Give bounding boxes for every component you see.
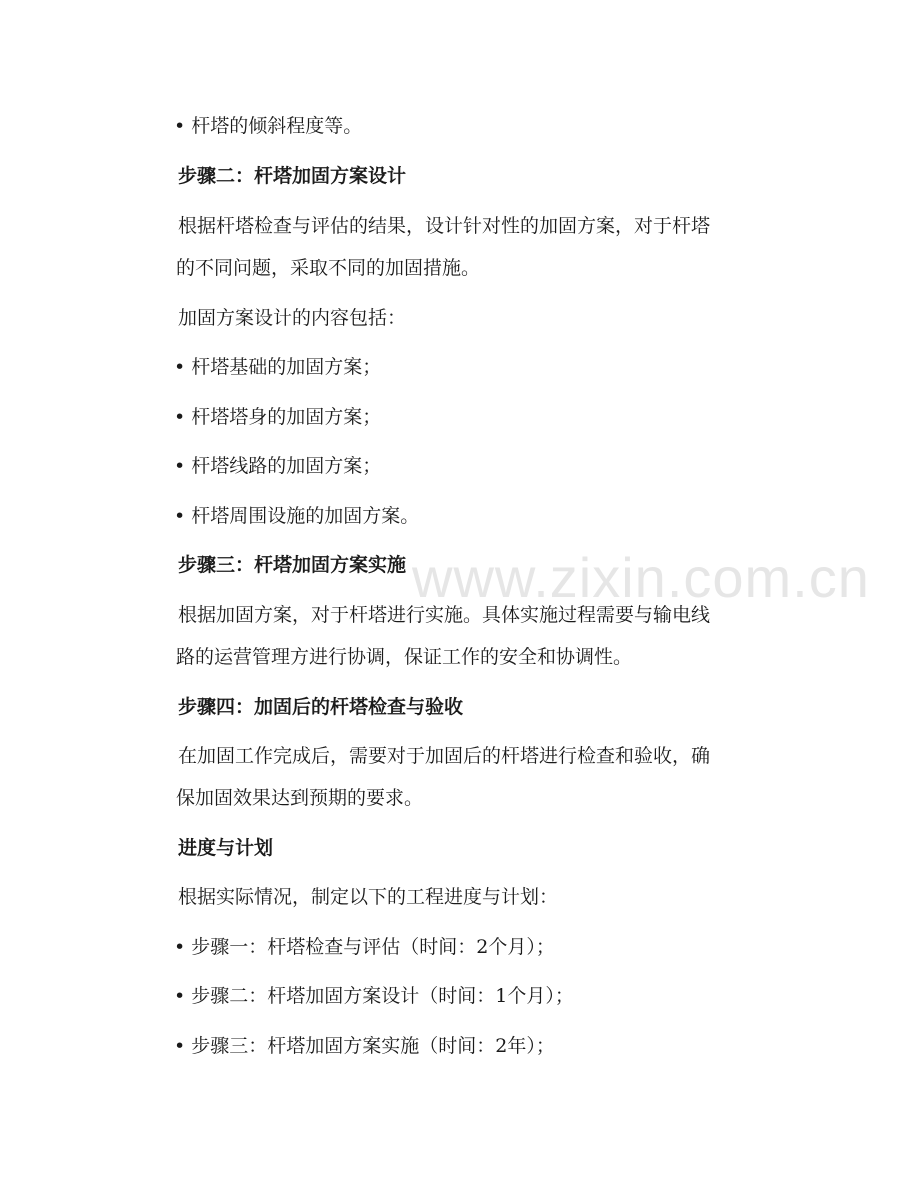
- paragraph-line: 在加固工作完成后，需要对于加固后的杆塔进行检查和验收，确: [178, 745, 711, 767]
- section-heading: 步骤二：杆塔加固方案设计: [178, 165, 407, 187]
- paragraph-line: 根据实际情况，制定以下的工程进度与计划：: [178, 886, 559, 908]
- paragraph-line: 加固方案设计的内容包括：: [178, 307, 407, 329]
- paragraph-line: 根据加固方案，对于杆塔进行实施。具体实施过程需要与输电线: [178, 604, 711, 626]
- bullet-item: • 杆塔塔身的加固方案；: [174, 406, 382, 428]
- section-heading: 步骤四：加固后的杆塔检查与验收: [178, 696, 464, 718]
- bullet-item: • 杆塔的倾斜程度等。: [174, 115, 363, 137]
- paragraph-line: 根据杆塔检查与评估的结果，设计针对性的加固方案，对于杆塔: [178, 215, 711, 237]
- paragraph-line: 路的运营管理方进行协调，保证工作的安全和协调性。: [176, 646, 633, 668]
- paragraph-line: 保加固效果达到预期的要求。: [176, 787, 424, 809]
- watermark: www.zixin.com.cn: [412, 546, 870, 609]
- bullet-item: • 杆塔线路的加固方案；: [174, 455, 382, 477]
- section-heading: 进度与计划: [178, 837, 274, 859]
- bullet-item: • 步骤三：杆塔加固方案实施（时间：2年）；: [174, 1035, 555, 1057]
- paragraph-line: 的不同问题，采取不同的加固措施。: [176, 257, 481, 279]
- bullet-item: • 步骤一：杆塔检查与评估（时间：2个月）；: [174, 936, 555, 958]
- bullet-item: • 杆塔周围设施的加固方案。: [174, 505, 420, 527]
- section-heading: 步骤三：杆塔加固方案实施: [178, 554, 407, 576]
- bullet-item: • 杆塔基础的加固方案；: [174, 356, 382, 378]
- bullet-item: • 步骤二：杆塔加固方案设计（时间：1个月）；: [174, 985, 574, 1007]
